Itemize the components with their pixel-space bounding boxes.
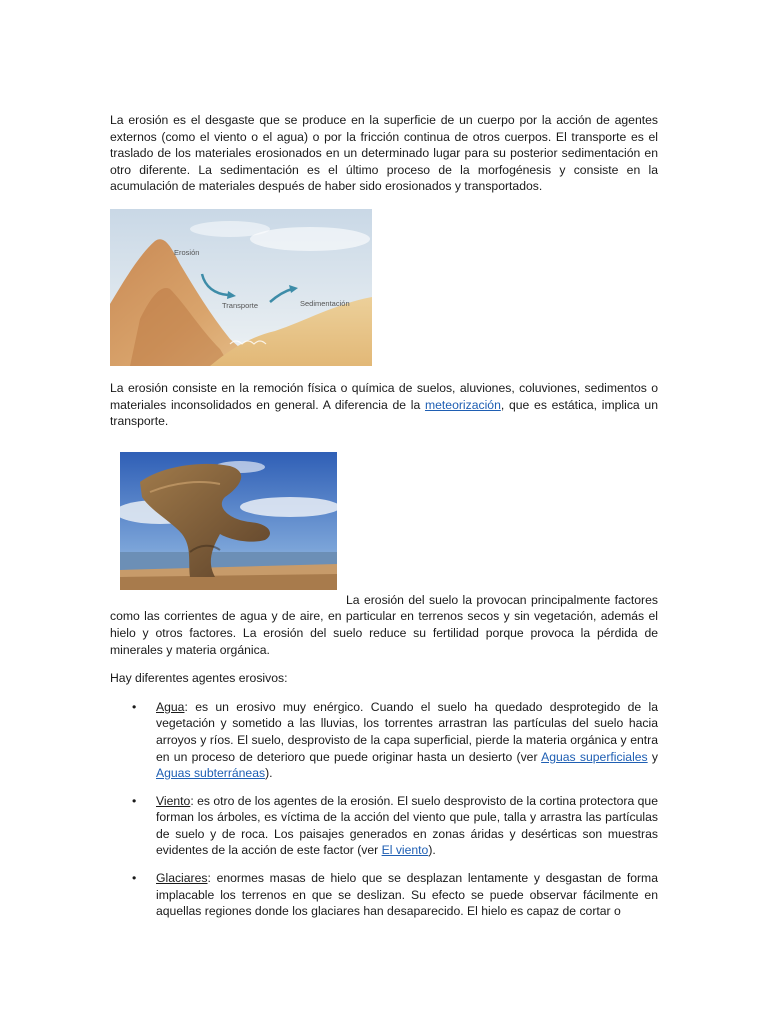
- paragraph-remocion-text: La erosión consiste en la remoción física o química de suelos, aluviones, coluviones, sedimentos o materiales inconsolidados en general. A diferencia de la: [110, 380, 658, 412]
- diagram-label-transport: Transporte: [222, 300, 258, 310]
- rock-photo-container: [110, 452, 658, 592]
- paragraph-soil-erosion: [110, 592, 658, 658]
- diagram-label-sedimentation: Sedimentación: [300, 298, 350, 308]
- bullet-icon: •: [132, 871, 137, 886]
- agua-end: ).: [265, 766, 273, 781]
- viento-end: ).: [428, 843, 436, 858]
- agua-mid: y: [647, 749, 659, 764]
- paragraph-remocion: [110, 380, 658, 430]
- link-meteorizacion[interactable]: meteorización: [424, 397, 501, 412]
- link-aguas-superficiales[interactable]: Aguas superficiales: [541, 749, 648, 764]
- glaciares-text: : enormes masas de hielo que se desplazan lentamente y desgastan de forma implacable los terrenos en que se deslizan. Su efecto se puede observar fácilmente en aquellas regiones donde los glaciares han desaparecido. El hielo es capaz de cortar o: [156, 871, 658, 919]
- document-body: [110, 112, 658, 931]
- paragraph-intro: La erosión es el desgaste que se produce en la superficie de un cuerpo por la acción de agentes externos (como el viento o el agua) o por la fricción continua de otros cuerpos. El transporte es el traslado de los materiales erosionados en un determinado lugar para su posterior sedimentación en otro diferente. La sedimentación es el último proceso de la morfogénesis y consiste en la acumulación de materiales después de haber sido erosionados y transportados.: [110, 113, 658, 194]
- bullet-icon: •: [132, 699, 137, 714]
- viento-text: : es otro de los agentes de la erosión. El suelo desprovisto de la cortina protectora que forman los árboles, es víctima de la acción del viento que pule, talla y arrastra las partículas de suelo y de roca. Los paisajes generados en zonas áridas y desérticas son muestras evidentes de la acción de este factor (ver: [156, 793, 658, 858]
- term-viento: Viento: [156, 793, 191, 808]
- term-agua: Agua: [156, 699, 185, 714]
- paragraph-remocion-end: , que es estática, implica un transporte.: [110, 397, 658, 429]
- agua-text: : es un erosivo muy enérgico. Cuando el suelo ha quedado desprotegido de la vegetación y sometido a las lluvias, los torrentes arrastran las partículas del suelo hacia arroyos y ríos. El suelo, desprovisto de la capa superficial, pierde la materia orgánica y entra en un proceso de deterioro que puede originar hasta un desierto (ver: [156, 699, 658, 764]
- diagram-label-erosion: Erosión: [174, 247, 200, 257]
- list-item-agua: [110, 699, 658, 782]
- bullet-icon: •: [132, 793, 137, 808]
- paragraph-soil-erosion-text: La erosión del suelo la provocan principalmente factores como las corrientes de agua y de aire, en particular en terrenos secos y sin vegetación, además el hielo y otros factores. La erosión del suelo reduce su fertilidad porque provoca la pérdida de minerales y materia orgánica.: [110, 592, 658, 657]
- term-glaciares: Glaciares: [156, 871, 208, 886]
- list-item-viento: [110, 793, 658, 859]
- erosion-diagram-image: [110, 209, 372, 366]
- link-el-viento[interactable]: El viento: [381, 843, 429, 858]
- paragraph-agents-intro: Hay diferentes agentes erosivos:: [110, 671, 288, 686]
- eroded-rock-photo: [120, 452, 337, 590]
- link-aguas-subterraneas[interactable]: Aguas subterráneas: [156, 766, 266, 781]
- list-item-glaciares: [110, 870, 658, 920]
- erosive-agents-list: [110, 699, 658, 920]
